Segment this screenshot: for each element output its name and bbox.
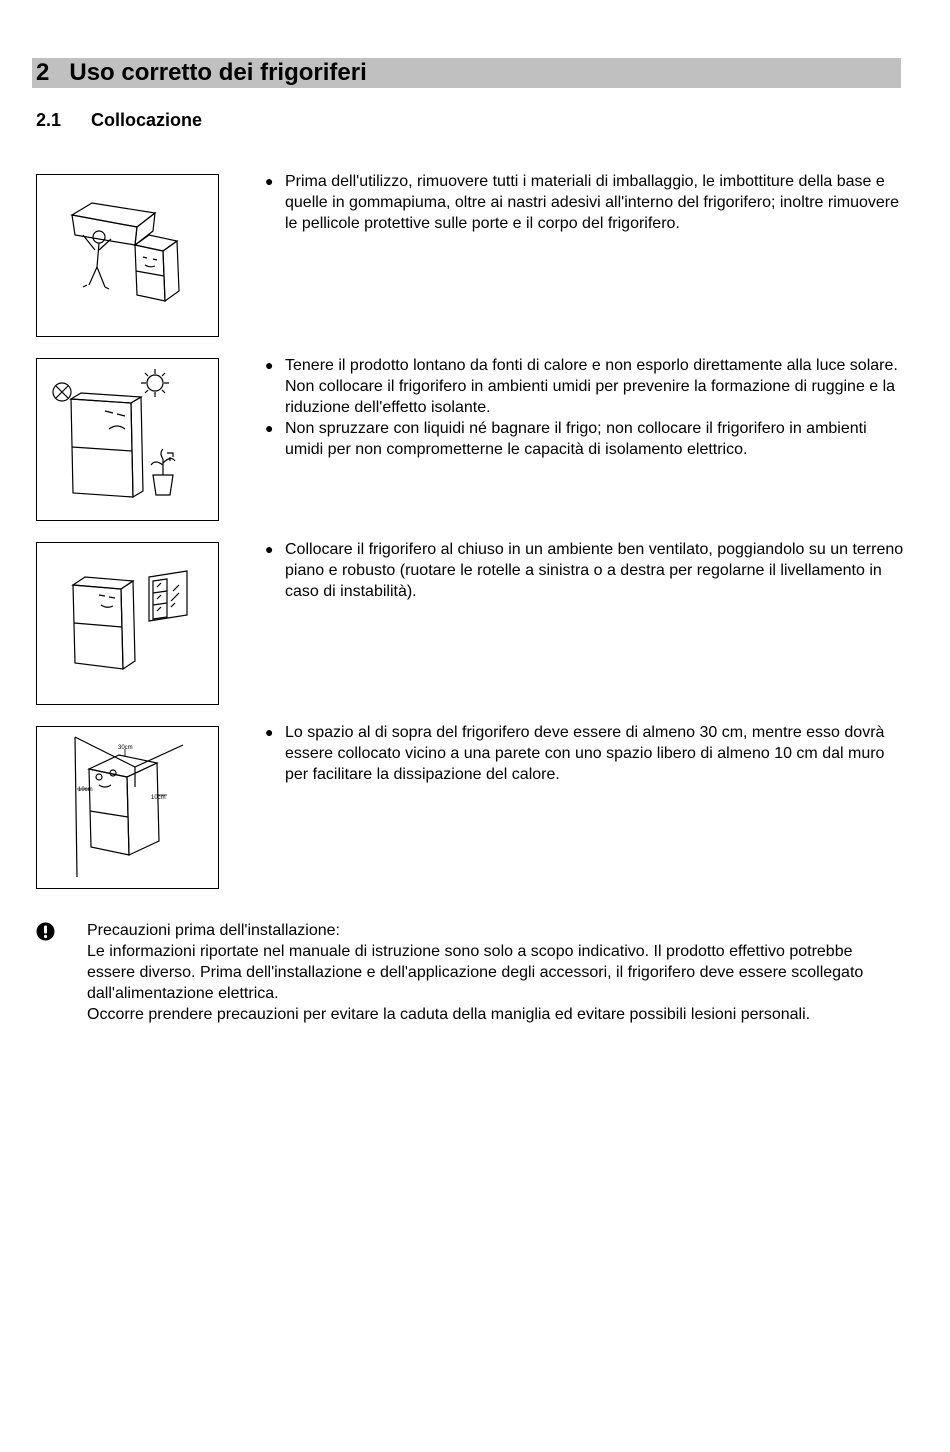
notice-heading: Precauzioni prima dell'installazione: [87, 922, 340, 939]
figure-label-left: 10cm [78, 787, 93, 793]
section-number: 2.1 [36, 110, 62, 130]
bullet-glyph: ● [265, 541, 274, 557]
bullet-text: Tenere il prodotto lontano da fonti di calore e non esporlo direttamente alla luce solare. Non collocare il frigorifero in ambienti umidi per prevenire la formazione di ruggine e la riduzione dell'effetto isolante. [285, 357, 898, 416]
chapter-title-text: Uso corretto dei frigoriferi [69, 59, 367, 86]
installation-precautions-notice [87, 920, 902, 1025]
bullet-glyph: ● [265, 357, 274, 373]
bullet-text: Lo spazio al di sopra del frigorifero deve essere di almeno 30 cm, mentre esso dovrà essere collocato vicino a una parete con uno spazio libero di almeno 10 cm dal muro per facilitare la dissipazione del calore. [285, 724, 885, 783]
chapter-title [36, 59, 367, 87]
bullet-text: Non spruzzare con liquidi né bagnare il frigo; non collocare il frigorifero in ambienti umidi per non comprometterne le capacità di isolamento elettrico. [285, 420, 867, 458]
bullet-text: Prima dell'utilizzo, rimuovere tutti i materiali di imballaggio, le imbottiture della base e quelle in gommapiuma, oltre ai nastri adesivi all'interno del frigorifero; inoltre rimuovere le pellicole protettive sulle porte e il corpo del frigorifero. [285, 173, 900, 232]
bullet-glyph: ● [265, 173, 274, 189]
notice-paragraph: Le informazioni riportate nel manuale di istruzione sono solo a scopo indicativo. Il prodotto effettivo potrebbe essere diverso. Prima dell'installazione e dell'applicazione degli accessori, il frigorifero deve essere scollegato dall'alimentazione elettrica. [87, 943, 864, 1002]
list-item [265, 418, 905, 460]
chapter-number: 2 [36, 59, 50, 86]
fridge-heat-humidity-warning-illustration-icon [36, 358, 219, 521]
figure-label-right: 10cm [151, 795, 166, 801]
bullet-list-1 [265, 171, 905, 234]
unpacking-fridge-illustration-icon [36, 174, 219, 337]
bullet-list-3 [265, 539, 905, 602]
list-item [265, 539, 905, 602]
list-item [265, 355, 905, 418]
bullet-list-2 [265, 355, 905, 460]
chapter-heading-bar [32, 58, 901, 88]
bullet-text: Collocare il frigorifero al chiuso in un ambiente ben ventilato, poggiandolo su un terreno piano e robusto (ruotare le rotelle a sinistra o a destra per regolarne il livellamento in caso di instabilità). [285, 541, 904, 600]
list-item [265, 171, 905, 234]
bullet-glyph: ● [265, 724, 274, 740]
section-title [36, 109, 202, 131]
bullet-glyph: ● [265, 420, 274, 436]
list-item [265, 722, 905, 785]
bullet-list-4 [265, 722, 905, 785]
fridge-clearance-illustration-icon [36, 726, 219, 889]
exclamation-icon [36, 922, 55, 941]
section-title-text: Collocazione [91, 110, 203, 130]
fridge-ventilated-room-illustration-icon [36, 542, 219, 705]
notice-paragraph: Occorre prendere precauzioni per evitare la caduta della maniglia ed evitare possibili lesioni personali. [87, 1006, 811, 1023]
figure-label-top: 30cm [118, 745, 133, 751]
